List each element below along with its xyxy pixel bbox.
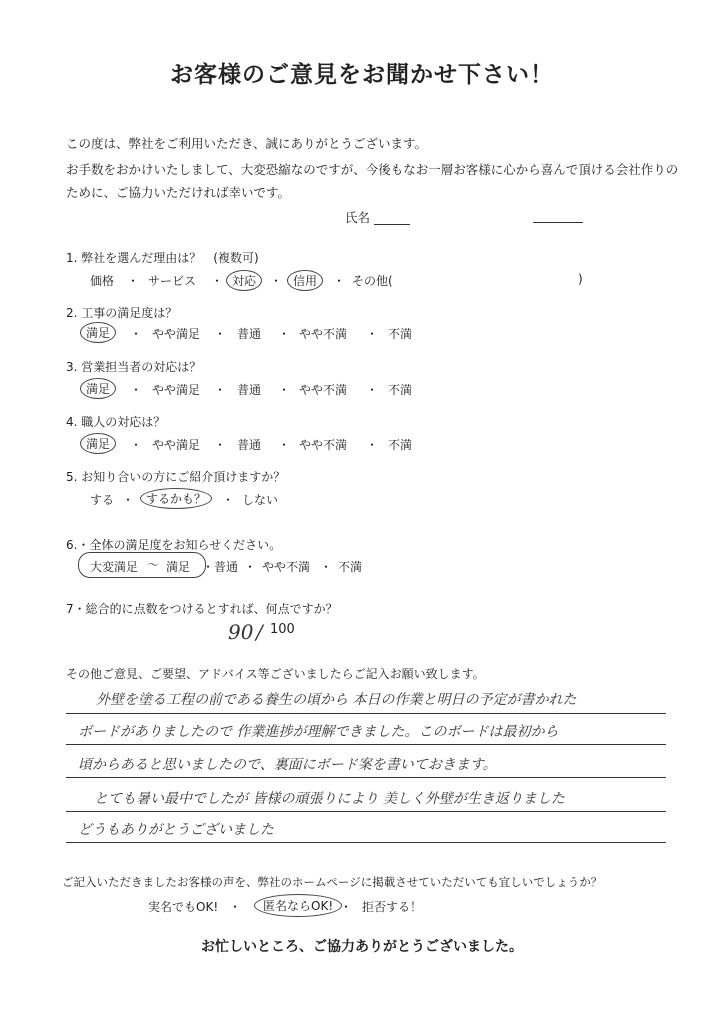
comment-line-3: 頃からあると思いましたので、裏面にボード案を書いておきます。	[78, 757, 497, 773]
name-label: 氏名	[345, 210, 371, 225]
separator: ・	[127, 274, 140, 288]
q7-score-slash: /	[256, 620, 263, 644]
separator: ・	[366, 383, 379, 397]
separator: ・	[278, 383, 291, 397]
q6-option-normal: 普通	[214, 560, 239, 574]
q4-option-somewhat-dissatisfied: やや不満	[299, 438, 348, 452]
q6-option-satisfied: 満足	[166, 560, 191, 574]
q4-option-satisfied-circled: 満足	[80, 433, 116, 454]
question-7: 7・総合的に点数をつけるとすれば、何点ですか？	[66, 602, 338, 616]
separator: ・	[229, 900, 242, 914]
name-field-line-2	[533, 222, 583, 223]
question-5: 5. お知り合いの方にご紹介頂けますか？	[66, 470, 286, 484]
q2-option-somewhat-dissatisfied: やや不満	[299, 327, 348, 341]
q1-other-close-paren: )	[578, 272, 583, 286]
q6-range-tilde: 〜	[146, 558, 159, 572]
comment-rule-line	[66, 713, 666, 714]
consent-option-refuse: 拒否する！	[362, 900, 423, 914]
question-3: 3. 営業担当者の対応は？	[66, 360, 202, 374]
question-2: 2. 工事の満足度は？	[66, 306, 178, 320]
consent-option-real-name: 実名でもOK!	[148, 900, 219, 914]
separator: ・	[244, 560, 257, 574]
q7-score-max: 100	[270, 622, 295, 637]
separator: ・	[130, 383, 143, 397]
q3-option-somewhat-satisfied: やや満足	[152, 383, 201, 397]
page-title: お客様のご意見をお聞かせ下さい！	[170, 62, 554, 88]
comment-line-5: どうもありがとうございました	[78, 822, 274, 838]
q3-option-satisfied-circled: 満足	[80, 378, 116, 399]
separator: ・	[202, 560, 215, 574]
q4-option-normal: 普通	[237, 438, 262, 452]
q2-option-somewhat-satisfied: やや満足	[152, 327, 201, 341]
question-4: 4. 職人の対応は？	[66, 415, 166, 429]
consent-option-anonymous-circled: 匿名ならOK!	[254, 894, 342, 917]
q2-option-satisfied-circled: 満足	[80, 322, 116, 343]
comment-prompt: その他ご意見、ご要望、アドバイス等ございましたらご記入お願い致します。	[66, 667, 485, 681]
intro-line-3: ために、ご協力いただければ幸いです。	[66, 185, 291, 200]
separator: ・	[366, 327, 379, 341]
comment-rule-line	[66, 842, 666, 843]
q1-option-other: その他(	[352, 274, 393, 288]
q6-option-very-satisfied: 大変満足	[90, 560, 139, 574]
intro-line-1: この度は、弊社をご利用いただき、誠にありがとうございます。	[66, 136, 428, 151]
separator: ・	[320, 560, 333, 574]
q3-option-somewhat-dissatisfied: やや不満	[299, 383, 348, 397]
comment-rule-line	[66, 811, 666, 812]
q3-option-normal: 普通	[237, 383, 262, 397]
separator: ・	[278, 438, 291, 452]
separator: ・	[130, 327, 143, 341]
q7-score-handwritten: 90	[228, 620, 254, 644]
separator: ・	[333, 274, 346, 288]
separator: ・	[211, 274, 224, 288]
comment-line-4: とても暑い最中でしたが 皆様の頑張りにより 美しく外壁が生き返りました	[94, 791, 565, 807]
q5-option-maybe-circled: するかも？	[140, 488, 212, 509]
separator: ・	[214, 383, 227, 397]
question-6: 6.・全体の満足度をお知らせください。	[66, 538, 282, 552]
comment-rule-line	[66, 777, 666, 778]
q6-option-somewhat-dissatisfied: やや不満	[262, 560, 311, 574]
separator: ・	[340, 900, 353, 914]
separator: ・	[214, 438, 227, 452]
separator: ・	[366, 438, 379, 452]
comment-line-1: 外壁を塗る工程の前である養生の頃から 本日の作業と明日の予定が書かれた	[96, 692, 577, 708]
q5-option-yes: する	[90, 493, 115, 507]
separator: ・	[222, 493, 235, 507]
separator: ・	[130, 438, 143, 452]
q2-option-normal: 普通	[237, 327, 262, 341]
comment-rule-line	[66, 744, 666, 745]
q5-option-no: しない	[242, 493, 279, 507]
question-1: 1. 弊社を選んだ理由は？ (複数可)	[66, 251, 259, 265]
q4-option-somewhat-satisfied: やや満足	[152, 438, 201, 452]
q3-option-dissatisfied: 不満	[388, 383, 413, 397]
q1-option-price: 価格	[90, 274, 115, 288]
separator: ・	[214, 327, 227, 341]
comment-line-2: ボードがありましたので 作業進捗が理解できました。このボードは最初から	[78, 724, 559, 740]
q1-option-trust-circled: 信用	[287, 270, 323, 291]
separator: ・	[122, 493, 135, 507]
q2-option-dissatisfied: 不満	[388, 327, 413, 341]
q1-option-response-circled: 対応	[226, 270, 262, 291]
consent-question: ご記入いただきましたお客様の声を、弊社のホームページに掲載させていただいても宜しいでしょうか？	[62, 875, 603, 889]
name-field-line	[374, 224, 410, 225]
closing-message: お忙しいところ、ご協力ありがとうございました。	[201, 939, 523, 955]
q4-option-dissatisfied: 不満	[388, 438, 413, 452]
q1-option-service: サービス	[148, 274, 197, 288]
separator: ・	[278, 327, 291, 341]
intro-line-2: お手数をおかけいたしまして、大変恐縮なのですが、今後もなお一層お客様に心から喜んで頂ける会社作りの	[66, 162, 679, 177]
separator: ・	[270, 274, 283, 288]
q6-option-dissatisfied: 不満	[338, 560, 363, 574]
